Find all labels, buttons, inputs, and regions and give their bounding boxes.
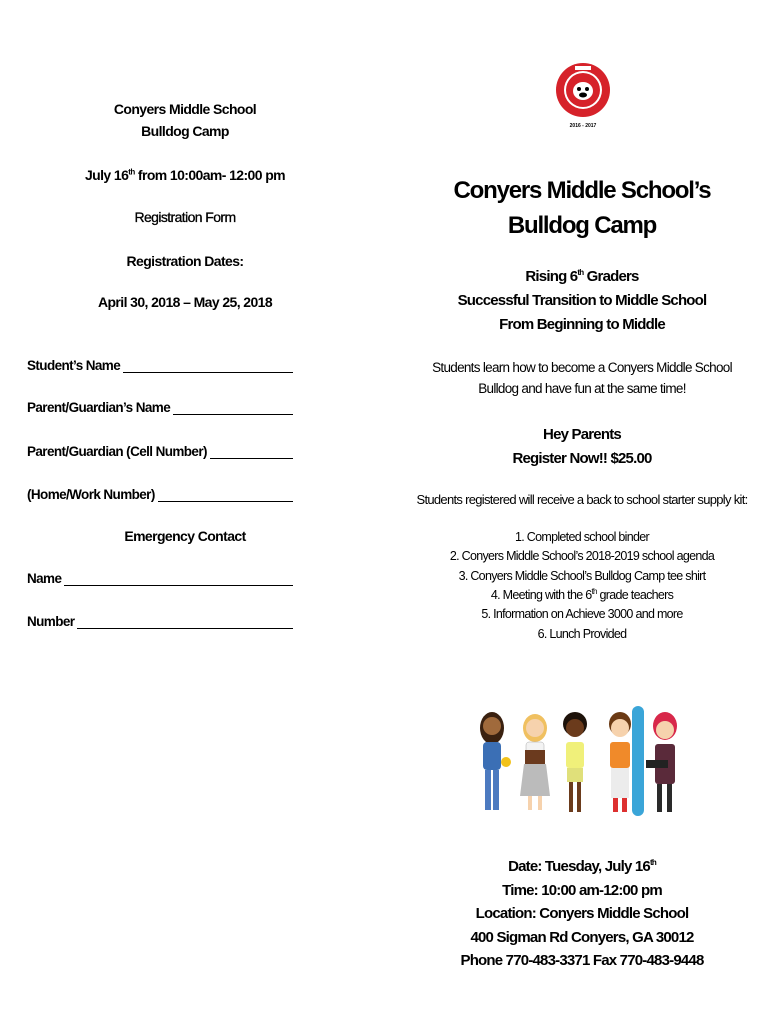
guardian-cell-field[interactable] [27, 444, 293, 459]
school-logo [553, 60, 613, 129]
home-work-number-field[interactable] [27, 487, 293, 502]
event-time: Time: 10:00 am-12:00 pm [502, 882, 662, 899]
guardian-cell-label: Parent/Guardian (Cell Number) [27, 444, 207, 459]
emergency-name-line[interactable] [64, 573, 293, 586]
beginning-text: From Beginning to Middle [499, 316, 665, 333]
kit-item-2: 2. Conyers Middle School’s 2018-2019 school agenda [449, 549, 715, 563]
kit-item-6: 6. Lunch Provided [537, 627, 627, 641]
home-work-number-line[interactable] [158, 489, 293, 502]
title-line-2: Bulldog Camp [507, 212, 657, 239]
title-line-1: Conyers Middle School’s [453, 177, 711, 204]
description-line-2: Bulldog and have fun at the same time! [478, 381, 686, 396]
guardian-name-field[interactable] [27, 400, 293, 415]
kit-item-5: 5. Information on Achieve 3000 and more [481, 607, 683, 621]
registration-form-title: Registration Form [134, 209, 236, 225]
kids-group-icon [470, 700, 692, 832]
emergency-number-field[interactable] [27, 614, 293, 629]
school-name: Conyers Middle School [113, 101, 257, 117]
rising-graders: Rising 6th Graders [525, 268, 639, 285]
camp-date: July 16th from 10:00am- 12:00 pm [84, 167, 286, 183]
emergency-number-line[interactable] [77, 616, 293, 629]
student-name-field[interactable] [27, 358, 293, 373]
bulldog-logo-icon [553, 60, 613, 118]
event-date: Date: Tuesday, July 16th [508, 858, 656, 875]
emergency-number-label: Number [27, 614, 75, 629]
registration-dates-label: Registration Dates: [126, 253, 244, 269]
emergency-name-label: Name [27, 571, 62, 586]
kit-item-1: 1. Completed school binder [515, 530, 649, 544]
registration-dates: April 30, 2018 – May 25, 2018 [97, 294, 273, 310]
hey-parents: Hey Parents [543, 426, 621, 443]
emergency-name-field[interactable] [27, 571, 293, 586]
logo-year: 2016 - 2017 [569, 123, 597, 129]
kit-intro: Students registered will receive a back to school starter supply kit: [416, 492, 748, 507]
camp-name: Bulldog Camp [141, 123, 229, 139]
event-contact: Phone 770-483-3371 Fax 770-483-9448 [460, 952, 704, 969]
guardian-cell-line[interactable] [210, 446, 293, 459]
description-line-1: Students learn how to become a Conyers Middle School [432, 360, 732, 375]
student-name-label: Student’s Name [27, 358, 121, 373]
event-location: Location: Conyers Middle School [475, 905, 689, 922]
student-name-line[interactable] [123, 360, 293, 373]
kids-illustration [470, 700, 692, 832]
emergency-contact-title: Emergency Contact [124, 528, 246, 544]
transition-text: Successful Transition to Middle School [457, 292, 707, 309]
kit-item-4: 4. Meeting with the 6th grade teachers [490, 586, 674, 602]
home-work-number-label: (Home/Work Number) [27, 487, 155, 502]
guardian-name-line[interactable] [173, 402, 293, 415]
kit-item-3: 3. Conyers Middle School’s Bulldog Camp tee shirt [458, 569, 706, 583]
register-price: Register Now!! $25.00 [512, 450, 652, 467]
event-address: 400 Sigman Rd Conyers, GA 30012 [470, 929, 694, 946]
guardian-name-label: Parent/Guardian’s Name [27, 400, 171, 415]
